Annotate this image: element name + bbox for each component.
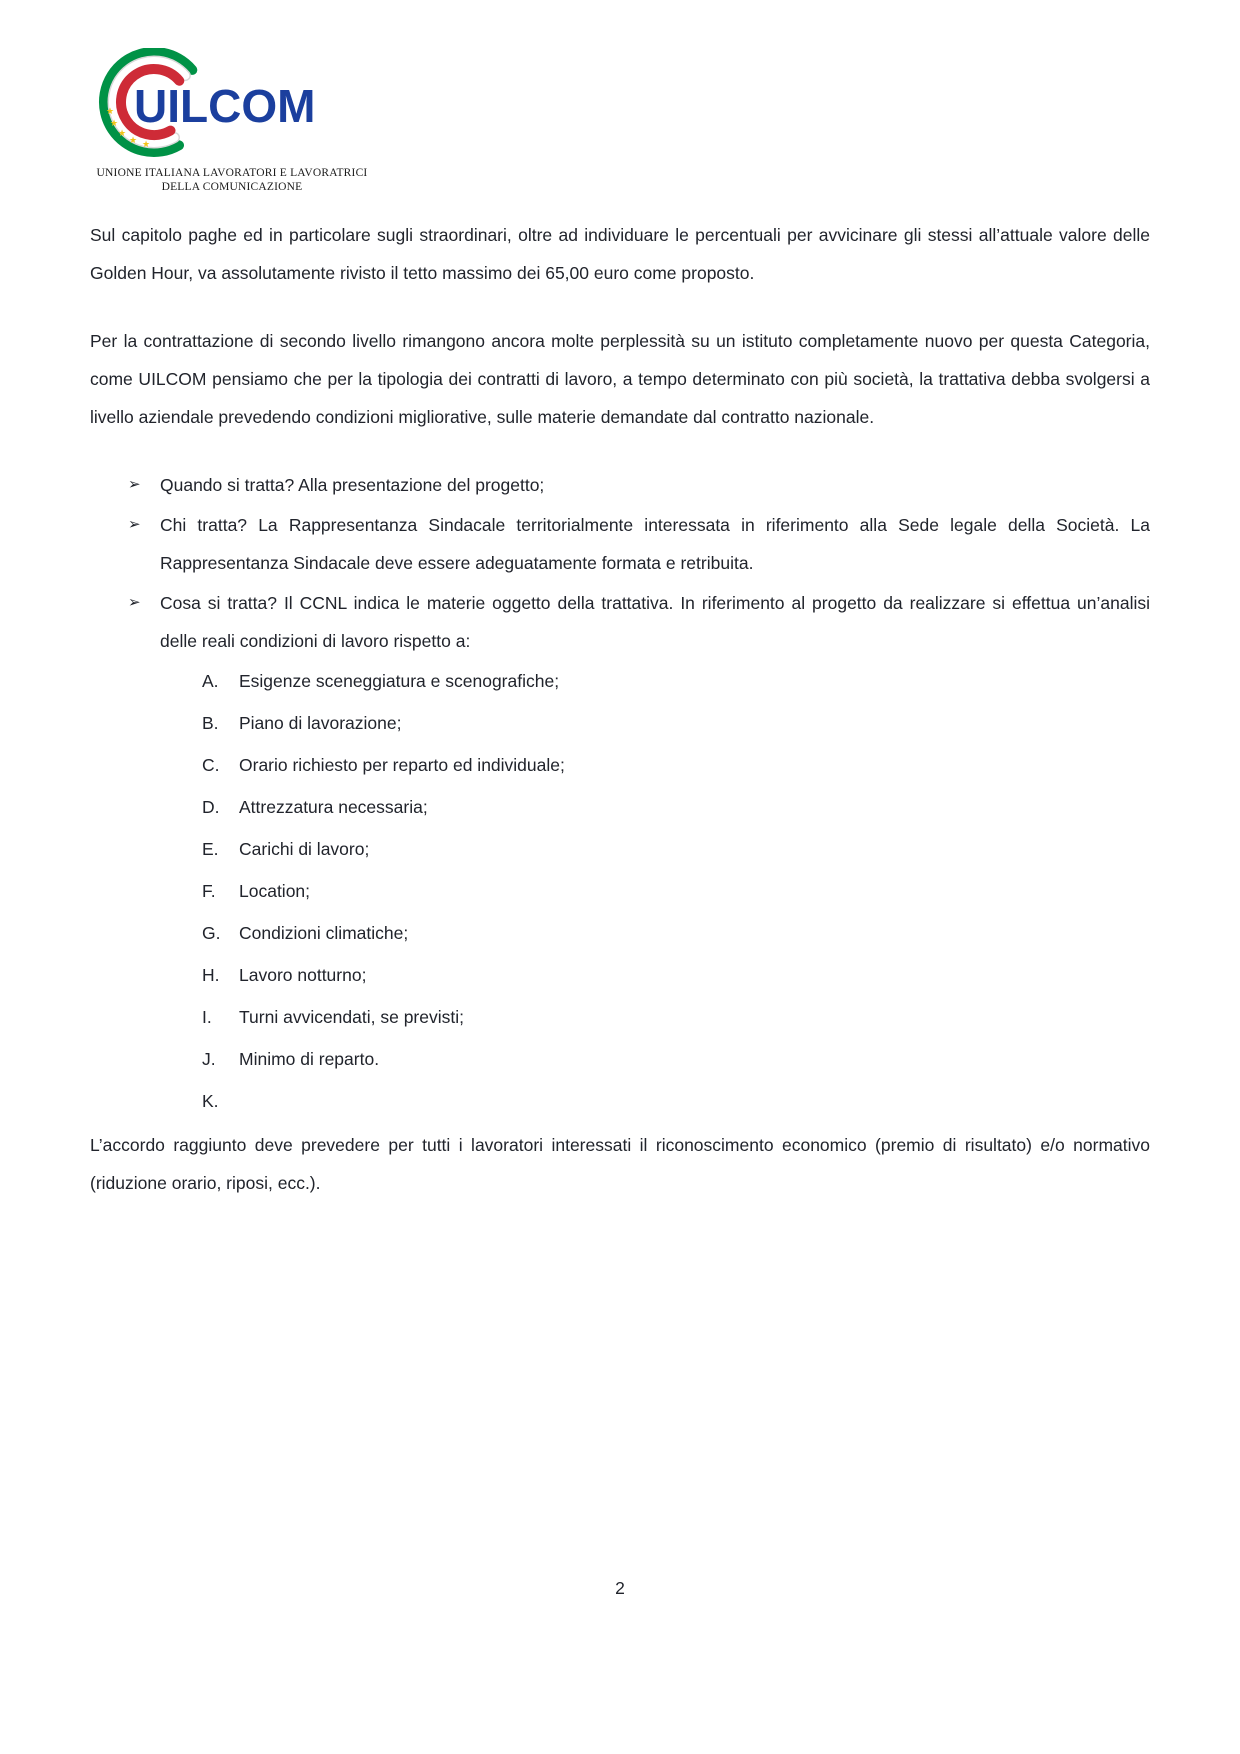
svg-text:★: ★ (142, 140, 151, 150)
list-item (90, 830, 1150, 868)
list-item-letter: J. (202, 1049, 216, 1069)
list-item-text: Attrezzatura necessaria; (239, 797, 428, 817)
uilcom-logo-icon (82, 48, 382, 166)
uilcom-logo (82, 48, 392, 194)
list-item-text: Esigenze sceneggiatura e scenografiche; (239, 671, 560, 691)
bullet-item-quando (90, 466, 1150, 504)
list-item-text (239, 1082, 1150, 1120)
list-item-letter: G. (202, 923, 221, 943)
list-item-text: Minimo di reparto. (239, 1049, 380, 1069)
list-item (90, 998, 1150, 1036)
list-item-letter: F. (202, 881, 216, 901)
list-item (90, 914, 1150, 952)
list-item-letter: I. (202, 1007, 212, 1027)
svg-text:★: ★ (110, 119, 119, 129)
list-item-text: Condizioni climatiche; (239, 923, 409, 943)
page-number: 2 (615, 1578, 625, 1598)
list-item (90, 1082, 1150, 1120)
logo-subtitle-line1: UNIONE ITALIANA LAVORATORI E LAVORATRICI (96, 167, 368, 179)
bullet-text: Cosa si tratta? Il CCNL indica le materie oggetto della trattativa. In riferimento al progetto da realizzare si effettua un’analisi delle reali condizioni di lavoro rispetto a: (160, 593, 1150, 651)
svg-text:★: ★ (106, 107, 115, 117)
document-body (90, 216, 1150, 1232)
list-item (90, 1040, 1150, 1078)
list-item-letter: C. (202, 755, 220, 775)
bullet-item-chi (90, 506, 1150, 582)
list-item-text: Turni avvicendati, se previsti; (239, 1007, 464, 1027)
paragraph-second-level-bargaining: Per la contrattazione di secondo livello rimangono ancora molte perplessità su un istituto completamente nuovo per questa Categoria, come UILCOM pensiamo che per la tipologia dei contratti di lavoro, a tempo determinato con più società, la trattativa debba svolgersi a livello aziendale prevedendo condizioni migliorative, sulle materie demandate dal contratto nazionale. (90, 331, 1150, 427)
bullet-item-cosa (90, 584, 1150, 660)
list-item (90, 956, 1150, 994)
list-item-text: Location; (239, 881, 311, 901)
list-item-text: Orario richiesto per reparto ed individuale; (239, 755, 565, 775)
list-item (90, 872, 1150, 910)
bullet-list (90, 466, 1150, 660)
list-item (90, 662, 1150, 700)
list-item (90, 788, 1150, 826)
arrow-bullet-icon: ➢ (128, 516, 141, 533)
paragraph-closing: L’accordo raggiunto deve prevedere per tutti i lavoratori interessati il riconoscimento economico (premio di risultato) e/o normativo (riduzione orario, riposi, ecc.). (90, 1135, 1150, 1193)
list-item-letter: D. (202, 797, 220, 817)
paragraph-wages: Sul capitolo paghe ed in particolare sugli straordinari, oltre ad individuare le percentuali per avvicinare gli stessi all’attuale valore delle Golden Hour, va assolutamente rivisto il tetto massimo dei 65,00 euro come proposto. (90, 225, 1150, 283)
svg-text:★: ★ (118, 129, 127, 139)
list-item-letter: H. (202, 965, 220, 985)
list-item-text: Piano di lavorazione; (239, 713, 402, 733)
lettered-list (90, 662, 1150, 1120)
list-item (90, 704, 1150, 742)
list-item-text: Carichi di lavoro; (239, 839, 370, 859)
logo-wordmark: UILCOM (134, 80, 316, 132)
list-item (90, 746, 1150, 784)
bullet-text: Chi tratta? La Rappresentanza Sindacale territorialmente interessata in riferimento alla Sede legale della Società. La Rappresentanza Sindacale deve essere adeguatamente formata e retribuita. (160, 515, 1150, 573)
list-item-letter: B. (202, 713, 219, 733)
list-item-letter: E. (202, 839, 219, 859)
list-item-letter: A. (202, 671, 219, 691)
arrow-bullet-icon: ➢ (128, 476, 141, 493)
list-item-text: Lavoro notturno; (239, 965, 367, 985)
bullet-text: Quando si tratta? Alla presentazione del progetto; (160, 475, 545, 495)
svg-text:★: ★ (129, 136, 138, 146)
logo-subtitle-line2: DELLA COMUNICAZIONE (161, 181, 303, 193)
arrow-bullet-icon: ➢ (128, 594, 141, 611)
list-item-letter: K. (202, 1091, 219, 1111)
